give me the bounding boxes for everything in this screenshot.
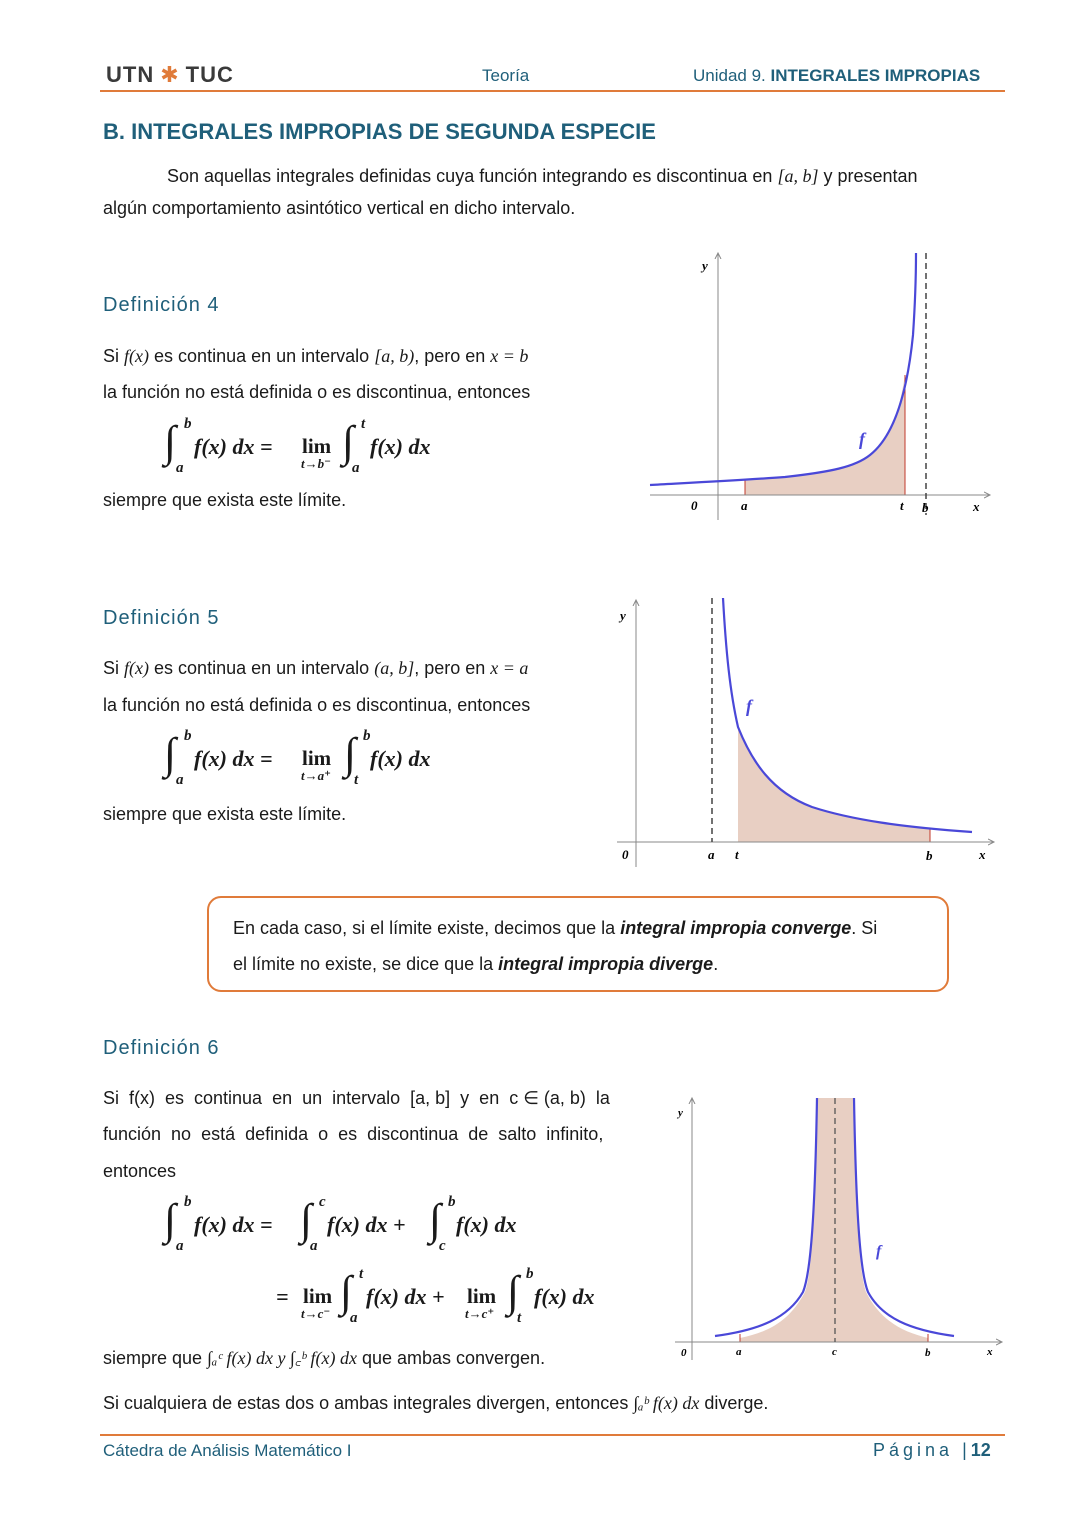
label-y: y bbox=[620, 608, 626, 623]
def4-rhs: f(x) dx bbox=[370, 434, 431, 459]
footer-divider bbox=[100, 1434, 1005, 1436]
label-f: f bbox=[876, 1243, 882, 1260]
shaded-area bbox=[740, 1098, 928, 1342]
def6-formula-2: = lim t→c⁻ ∫ t a f(x) dx + lim t→c⁺ ∫ b t f(x) dx bbox=[276, 1266, 595, 1326]
def6-f2-mid: f(x) dx + bbox=[366, 1284, 445, 1309]
curve-f bbox=[650, 253, 916, 485]
note-box bbox=[207, 896, 949, 992]
def6-f1-lhs: f(x) dx = bbox=[194, 1212, 273, 1237]
label-b: b bbox=[925, 1347, 931, 1359]
def4-graph bbox=[645, 245, 1005, 525]
def6-final bbox=[103, 1387, 768, 1419]
def6-final-integral: ∫ₐᵇ f(x) dx bbox=[633, 1393, 700, 1413]
note-converge: integral impropia converge bbox=[620, 918, 852, 938]
def4-formula bbox=[164, 418, 464, 480]
def5-closing: siempre que exista este límite. bbox=[103, 804, 347, 824]
def6-line-2: función no está definida o es discontinua de salto infinito, bbox=[103, 1124, 604, 1144]
def4-lim: lim bbox=[302, 434, 332, 458]
def4-title: Definición 4 bbox=[103, 294, 220, 316]
def5-t3: , pero en bbox=[414, 658, 486, 678]
def6-line-3: entonces bbox=[103, 1161, 177, 1181]
integral-sign: ∫ bbox=[300, 1195, 313, 1244]
note-t3: el límite no existe, se dice que la bbox=[233, 954, 499, 974]
def5-rhs: f(x) dx bbox=[370, 746, 431, 771]
integral-sign: ∫ bbox=[164, 1195, 177, 1244]
label-zero: 0 bbox=[681, 1347, 687, 1359]
def4-line-1 bbox=[103, 340, 528, 372]
def6-f2-eq: = bbox=[276, 1284, 289, 1309]
def4-t2: es continua en un intervalo bbox=[154, 346, 370, 366]
def6-closing-b: que ambas convergen. bbox=[361, 1348, 546, 1368]
integral-sign: ∫ bbox=[429, 1195, 442, 1244]
footer-page-word: Página bbox=[873, 1440, 954, 1460]
def5-t1: Si bbox=[103, 658, 120, 678]
intro-line-2: algún comportamiento asintótico vertical en dicho intervalo. bbox=[103, 198, 576, 218]
header-center: Teoría bbox=[482, 66, 530, 85]
def5-upper1: b bbox=[184, 728, 192, 744]
def6-f2-sub1: t→c⁻ bbox=[301, 1306, 331, 1321]
label-a: a bbox=[708, 847, 715, 862]
logo-right: TUC bbox=[185, 62, 234, 87]
header-unit-title: INTEGRALES IMPROPIAS bbox=[770, 66, 981, 85]
integral-sign: ∫ bbox=[340, 1267, 353, 1316]
integral-sign: ∫ bbox=[507, 1267, 520, 1316]
def6-formula-1: ∫ b a f(x) dx = ∫ c a f(x) dx + ∫ b c f(x) dx bbox=[164, 1194, 517, 1254]
def4-lower1: a bbox=[176, 460, 184, 476]
def6-final-b: diverge. bbox=[704, 1393, 769, 1413]
label-x: x bbox=[979, 847, 986, 862]
section-title: B. INTEGRALES IMPROPIAS DE SEGUNDA ESPECIE bbox=[103, 119, 656, 144]
def6-closing-integrals: ∫ₐᶜ f(x) dx y ∫꜀ᵇ f(x) dx bbox=[207, 1348, 357, 1368]
label-c: c bbox=[832, 1346, 837, 1358]
def5-lower2: t bbox=[354, 772, 359, 788]
label-a: a bbox=[736, 1346, 742, 1358]
def6-graph bbox=[670, 1092, 1010, 1367]
label-y: y bbox=[678, 1107, 683, 1119]
label-t: t bbox=[900, 498, 904, 513]
def4-upper2: t bbox=[361, 416, 366, 432]
def6-f2-sub2: t→c⁺ bbox=[465, 1306, 495, 1321]
footer-page bbox=[873, 1440, 991, 1461]
def5-lim: lim bbox=[302, 746, 332, 770]
note-t2: . Si bbox=[851, 918, 878, 938]
integral-sign: ∫ bbox=[164, 417, 177, 466]
def6-title: Definición 6 bbox=[103, 1037, 220, 1059]
def5-graph bbox=[612, 592, 1007, 872]
def6-f1-mid: f(x) dx + bbox=[327, 1212, 406, 1237]
def6-closing bbox=[103, 1342, 545, 1374]
def5-line-2: la función no está definida o es discontinua, entonces bbox=[103, 695, 531, 715]
def4-t1: Si bbox=[103, 346, 120, 366]
footer-sep: | bbox=[962, 1440, 971, 1460]
def5-line-1 bbox=[103, 652, 528, 684]
intro-text-1: Son aquellas integrales definidas cuya función integrando es discontinua en bbox=[167, 166, 773, 186]
label-x: x bbox=[973, 499, 980, 514]
def4-t3: , pero en bbox=[414, 346, 486, 366]
def4-fx: f(x) bbox=[124, 346, 150, 366]
label-t: t bbox=[735, 847, 739, 862]
def4-lim-sub: t→b⁻ bbox=[301, 456, 331, 471]
label-f: f bbox=[746, 696, 752, 716]
def6-f2-rhs: f(x) dx bbox=[534, 1284, 595, 1309]
def6-closing-a: siempre que bbox=[103, 1348, 203, 1368]
def4-line-2: la función no está definida o es discontinua, entonces bbox=[103, 382, 531, 402]
integral-sign: ∫ bbox=[164, 729, 177, 778]
header-unit: Unidad 9. bbox=[693, 66, 766, 85]
integral-sign: ∫ bbox=[344, 729, 357, 778]
logo-left: UTN bbox=[106, 62, 155, 87]
label-y: y bbox=[702, 258, 708, 273]
def5-x: x = a bbox=[490, 658, 529, 678]
label-b: b bbox=[922, 500, 929, 515]
def5-upper2: b bbox=[363, 728, 371, 744]
def5-lim-sub: t→a⁺ bbox=[301, 768, 331, 783]
note-t1: En cada caso, si el límite existe, decimos que la bbox=[233, 918, 621, 938]
def4-x: x = b bbox=[490, 346, 529, 366]
def5-t2: es continua en un intervalo bbox=[154, 658, 370, 678]
intro-text-2: y presentan bbox=[823, 166, 918, 186]
label-zero: 0 bbox=[691, 498, 698, 513]
label-b: b bbox=[926, 848, 933, 863]
header-divider bbox=[100, 90, 1005, 92]
def5-interval: (a, b] bbox=[374, 658, 415, 678]
def4-interval: [a, b) bbox=[374, 346, 415, 366]
def5-formula bbox=[164, 730, 464, 792]
label-zero: 0 bbox=[622, 847, 629, 862]
header-right bbox=[693, 66, 980, 86]
label-a: a bbox=[741, 498, 748, 513]
note-t4: . bbox=[713, 954, 719, 974]
def5-lhs: f(x) dx = bbox=[194, 746, 273, 771]
def5-lower1: a bbox=[176, 772, 184, 788]
def6-final-a: Si cualquiera de estas dos o ambas integrales divergen, entonces bbox=[103, 1393, 629, 1413]
label-f: f bbox=[859, 429, 865, 449]
note-diverge: integral impropia diverge bbox=[498, 954, 714, 974]
page-number: 12 bbox=[970, 1440, 991, 1460]
shaded-area bbox=[745, 375, 905, 495]
def6-f2-lim1: lim bbox=[303, 1284, 333, 1308]
def4-closing: siempre que exista este límite. bbox=[103, 490, 347, 510]
def6-f2-lim2: lim bbox=[467, 1284, 497, 1308]
def6-f1-rhs: f(x) dx bbox=[456, 1212, 517, 1237]
def5-fx: f(x) bbox=[124, 658, 150, 678]
def4-upper1: b bbox=[184, 416, 192, 432]
integral-sign: ∫ bbox=[342, 417, 355, 466]
def5-title: Definición 5 bbox=[103, 607, 220, 629]
note-text bbox=[233, 910, 929, 982]
intro-line-1 bbox=[167, 160, 918, 192]
def4-lhs: f(x) dx = bbox=[194, 434, 273, 459]
logo bbox=[106, 62, 234, 88]
label-x: x bbox=[987, 1346, 993, 1358]
intro-interval: [a, b] bbox=[777, 166, 819, 186]
def6-line-1: Si f(x) es continua en un intervalo [a, b] y en c ∈ (a, b) la bbox=[103, 1088, 610, 1108]
footer-course: Cátedra de Análisis Matemático I bbox=[103, 1441, 352, 1460]
def4-lower2: a bbox=[352, 460, 360, 476]
logo-star-icon: ✱ bbox=[160, 62, 180, 87]
